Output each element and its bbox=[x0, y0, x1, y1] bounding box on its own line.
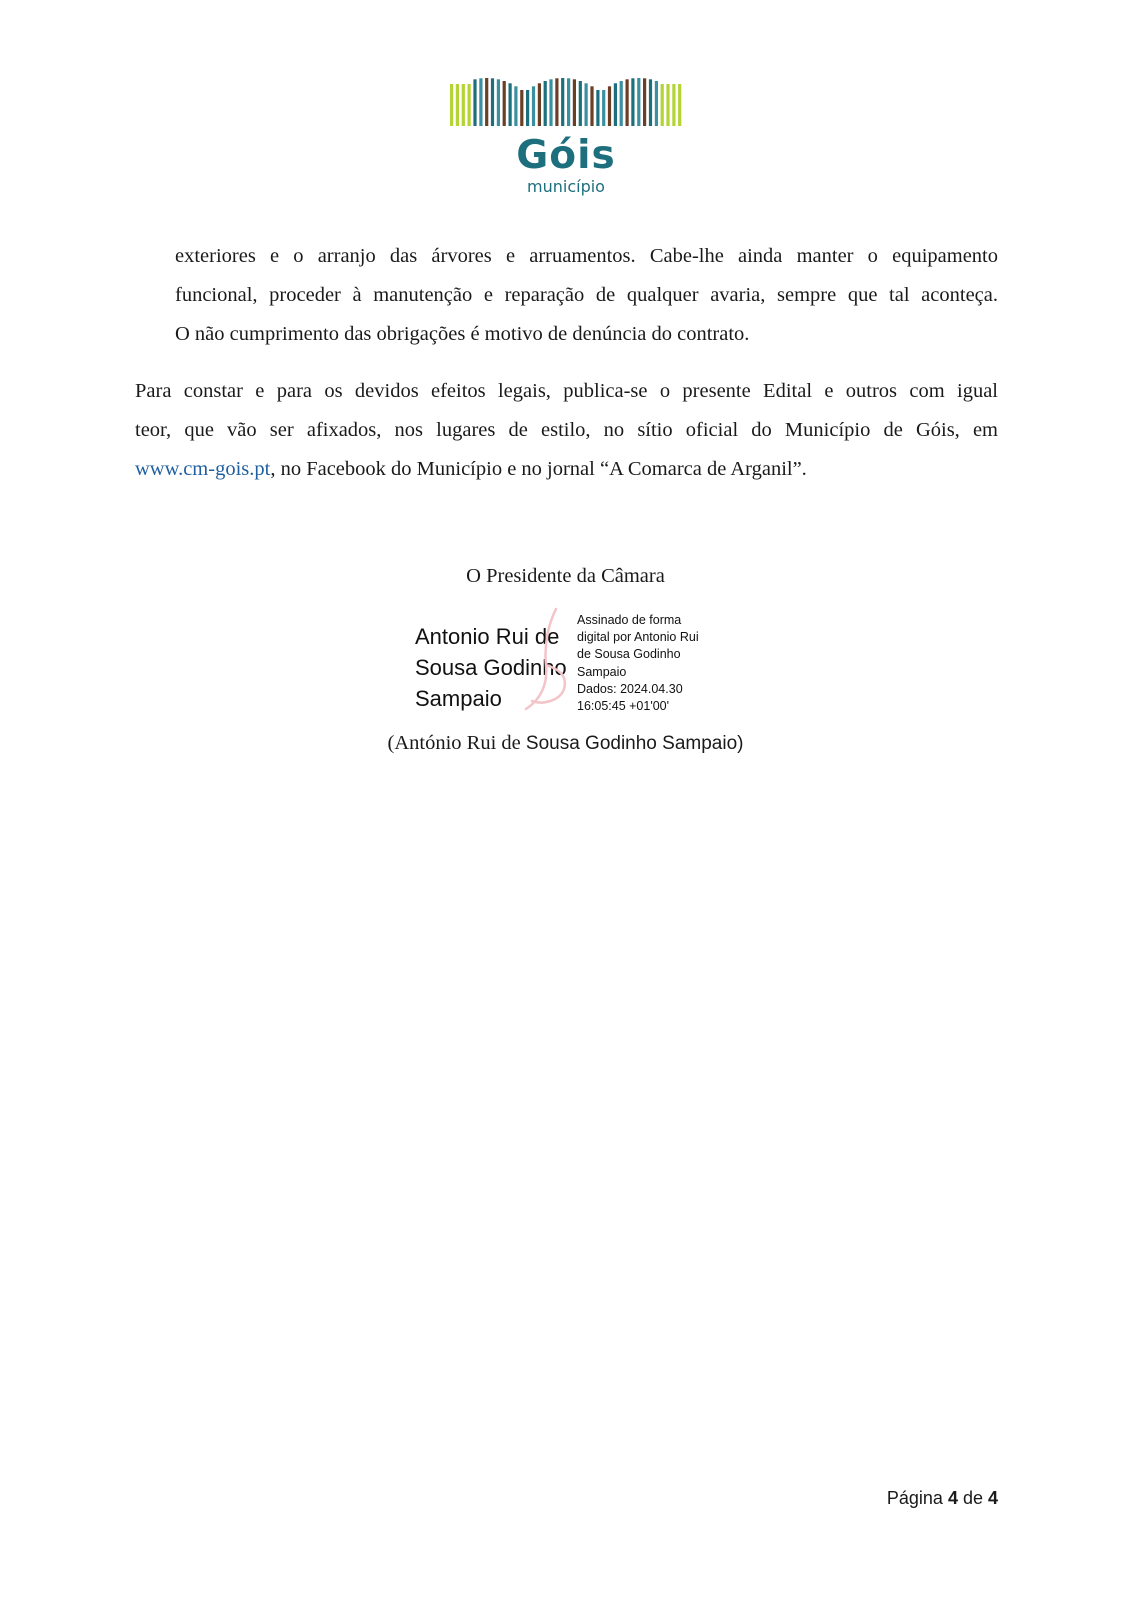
logo-bar bbox=[620, 81, 623, 126]
logo-bar bbox=[456, 84, 459, 126]
signer-name-part: Sousa Godinho Sampaio) bbox=[525, 733, 744, 754]
logo-bar bbox=[672, 84, 675, 126]
page-label: Página bbox=[886, 1488, 948, 1508]
page-number bbox=[887, 1488, 998, 1509]
logo-bar bbox=[573, 79, 576, 126]
paragraph-publication bbox=[135, 372, 998, 489]
signature-role: O Presidente da Câmara bbox=[466, 565, 665, 587]
logo-bar bbox=[626, 79, 629, 126]
digital-signature-info bbox=[577, 612, 699, 715]
signature-name-line: Sampaio bbox=[415, 686, 502, 711]
logo-bar bbox=[491, 78, 494, 126]
logo-bar bbox=[468, 84, 471, 126]
logo-bar bbox=[555, 78, 558, 126]
logo-bar bbox=[602, 90, 605, 126]
logo-bar bbox=[596, 90, 599, 126]
logo-bar bbox=[649, 79, 652, 126]
signer-full-name bbox=[0, 729, 1131, 758]
logo-bar bbox=[473, 79, 476, 126]
text-line-rest: , no Facebook do Município e no jornal “A Comarca de Arganil”. bbox=[270, 458, 807, 480]
logo-bar bbox=[544, 81, 547, 126]
logo-bar bbox=[514, 86, 517, 126]
logo-bar bbox=[567, 78, 570, 126]
current-page: 4 bbox=[947, 1488, 958, 1508]
text-line bbox=[135, 450, 998, 489]
logo-bar bbox=[655, 81, 658, 126]
signature-info-line: digital por Antonio Rui bbox=[577, 630, 699, 645]
signature-watermark-icon bbox=[518, 605, 578, 715]
logo-bar bbox=[497, 79, 500, 126]
signature-info-line: Assinado de forma bbox=[577, 613, 682, 627]
signature-name-line: Antonio Rui de bbox=[415, 624, 560, 649]
signature-info-line: Dados: 2024.04.30 bbox=[577, 681, 683, 696]
text-line: exteriores e o arranjo das árvores e arruamentos. Cabe-lhe ainda manter o equipamento bbox=[175, 245, 998, 267]
text-line: teor, que vão ser afixados, nos lugares de estilo, no sítio oficial do Município de Góis, em bbox=[135, 419, 998, 441]
logo-bar bbox=[485, 78, 488, 126]
logo-bar bbox=[479, 78, 482, 126]
logo-bar bbox=[666, 84, 669, 126]
logo-bar bbox=[585, 83, 588, 126]
logo-bar bbox=[590, 86, 593, 126]
page-of: de bbox=[957, 1488, 988, 1508]
signature-name-line: Sousa Godinho bbox=[415, 655, 567, 680]
logo-bar bbox=[643, 78, 646, 126]
logo-bar bbox=[538, 83, 541, 126]
logo-bar bbox=[678, 84, 681, 126]
logo-bar bbox=[532, 86, 535, 126]
total-pages: 4 bbox=[987, 1488, 998, 1508]
gois-logo bbox=[449, 76, 683, 201]
signer-name-part: (António Rui de bbox=[387, 732, 526, 754]
logo-subtitle: município bbox=[527, 177, 605, 196]
logo-name: Góis bbox=[516, 133, 616, 178]
text-line: O não cumprimento das obrigações é motivo de denúncia do contrato. bbox=[175, 323, 750, 345]
signature-info-line: Sampaio bbox=[577, 664, 627, 679]
text-line: funcional, proceder à manutenção e reparação de qualquer avaria, sempre que tal aconteça. bbox=[175, 284, 998, 306]
logo-bar bbox=[526, 90, 529, 126]
logo-bar bbox=[608, 86, 611, 126]
logo-bar bbox=[637, 78, 640, 126]
signature-info-line: de Sousa Godinho bbox=[577, 647, 681, 662]
logo-bar bbox=[561, 78, 564, 126]
logo-bar bbox=[509, 83, 512, 126]
logo-bar bbox=[631, 78, 634, 126]
logo-bar bbox=[614, 83, 617, 126]
logo-bar bbox=[549, 79, 552, 126]
logo-bar bbox=[503, 81, 506, 126]
text-line: Para constar e para os devidos efeitos legais, publica-se o presente Edital e outros com igual bbox=[135, 380, 998, 402]
logo-bar bbox=[450, 84, 453, 126]
logo-bar bbox=[520, 90, 523, 126]
logo-bar bbox=[579, 81, 582, 126]
paragraph-obligations bbox=[175, 237, 998, 354]
signature-info-line: 16:05:45 +01'00' bbox=[577, 699, 670, 714]
logo-bar bbox=[462, 84, 465, 126]
logo-bar bbox=[661, 84, 664, 126]
website-link[interactable]: www.cm-gois.pt bbox=[135, 458, 271, 480]
logo-bridge-bars bbox=[449, 76, 683, 128]
